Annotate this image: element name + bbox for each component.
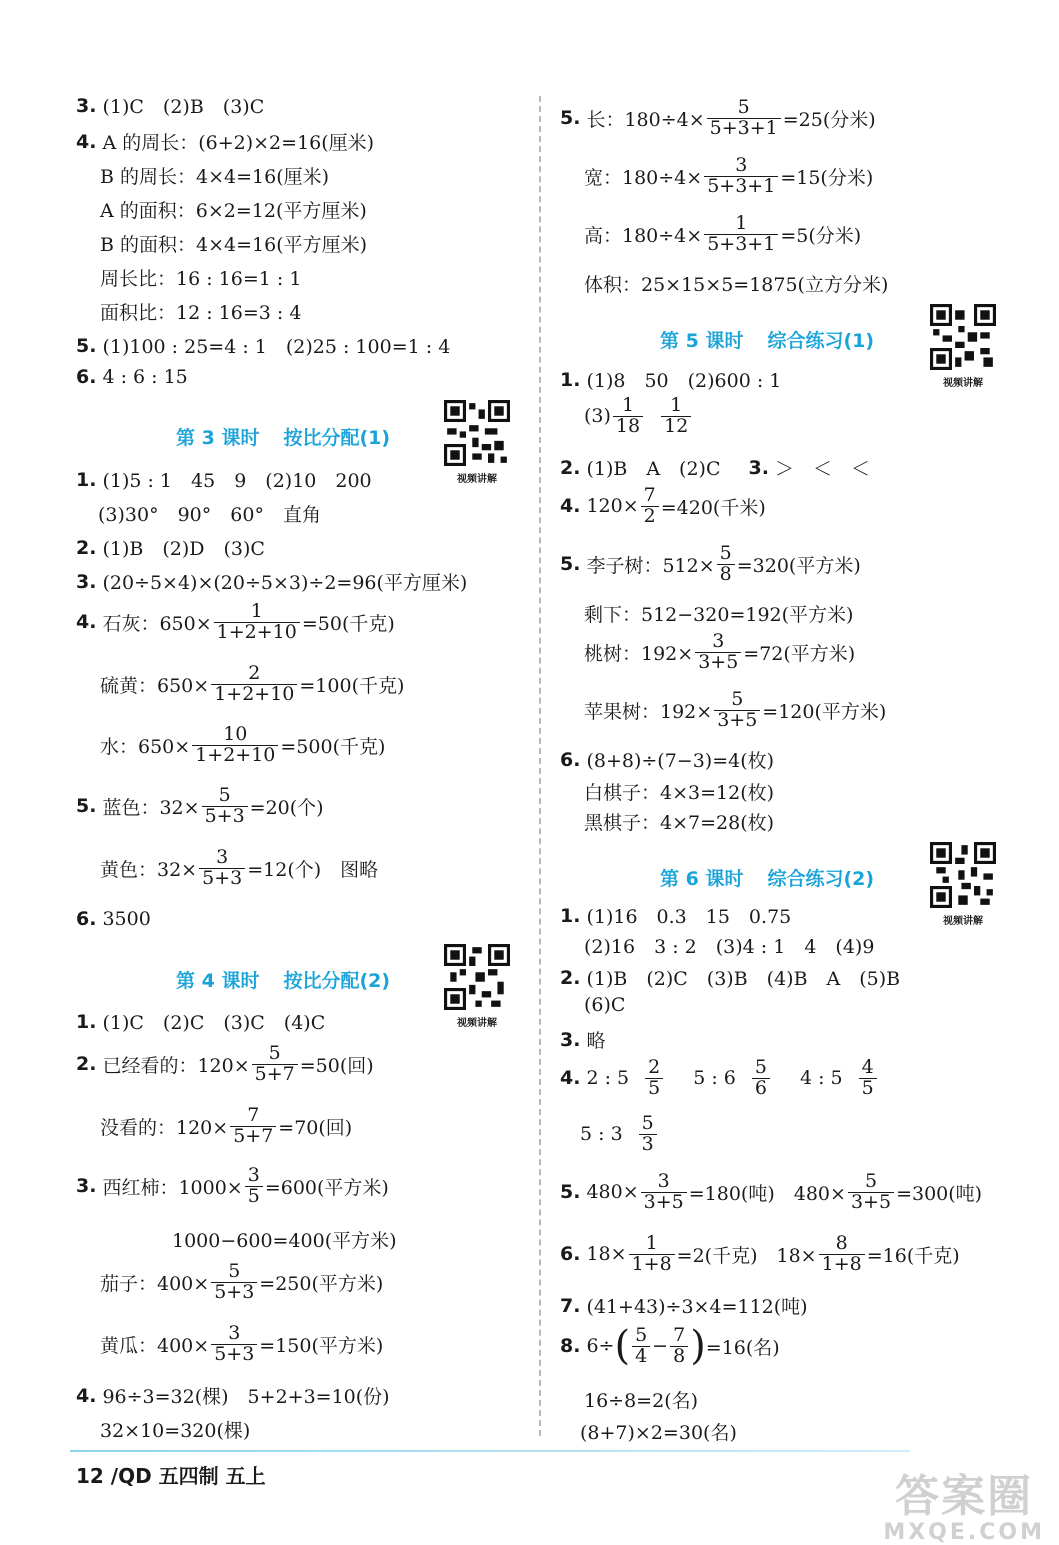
qr-code[interactable] [444, 944, 510, 1029]
qr-code[interactable] [930, 842, 996, 927]
answer-line: 体积：25×15×5=1875(立方分米) [584, 274, 889, 296]
answer-line: 3. 略 [560, 1028, 606, 1052]
answer-line: 1. (1)5 : 1 45 9 (2)10 200 [76, 468, 372, 492]
answer-line: 高：180÷4× $\frac{1}{5+3+1}$ =5(分米) [584, 212, 862, 255]
fraction: $\frac{5}{5+7}$ [252, 1044, 298, 1085]
answer-line: 面积比：12 : 16=3 : 4 [100, 302, 302, 324]
qr-caption: 视频讲解 [943, 916, 983, 927]
fraction: $\frac{3}{5}$ [245, 1166, 263, 1207]
answer-line: 5. 李子树：512× $\frac{5}{8}$ =320(平方米) [560, 542, 861, 585]
fraction: $\frac{1}{12}$ [661, 396, 691, 437]
qr-code[interactable] [444, 400, 510, 485]
answer-line: 4. A 的周长：(6+2)×2=16(厘米) [76, 130, 375, 154]
qr-code-icon [444, 944, 510, 1010]
answer-line: 6. 4 : 6 : 15 [76, 366, 188, 388]
answer-line: 6. (8+8)÷(7−3)=4(枚) [560, 748, 775, 772]
answer-line: 6. 3500 [76, 908, 151, 930]
answer-line: 2. (1)B (2)D (3)C [76, 536, 265, 560]
fraction: $\frac{5}{5+3}$ [202, 786, 248, 827]
answer-line: 1. (1)C (2)C (3)C (4)C [76, 1010, 326, 1034]
answer-line: 桃树：192× $\frac{3}{3+5}$ =72(平方米) [584, 630, 856, 673]
fraction: $\frac{5}{5+3+1}$ [707, 98, 781, 139]
answer-line: 黄瓜：400× $\frac{3}{5+3}$ =150(平方米) [100, 1322, 384, 1365]
answer-line: B 的周长：4×4=16(厘米) [100, 166, 330, 188]
fraction: $\frac{8}{1+8}$ [819, 1234, 865, 1275]
answer-line: 2. (1)B (2)C (3)B (4)B A (5)B [560, 966, 901, 990]
fraction: $\frac{5}{3}$ [639, 1114, 657, 1155]
answer-line: (3) $\frac{1}{18}$ $\frac{1}{12}$ [584, 396, 693, 437]
fraction: $\frac{3}{3+5}$ [641, 1172, 687, 1213]
answer-line: 5 : 3 $\frac{5}{3}$ [580, 1114, 659, 1155]
fraction: $\frac{7}{5+7}$ [230, 1106, 276, 1147]
fraction: $\frac{1}{1+8}$ [629, 1234, 675, 1275]
answer-line: 8. 6÷ ( $\frac{5}{4}$ − $\frac{7}{8}$ ) =16(名) [560, 1323, 780, 1370]
fraction: $\frac{3}{5+3+1}$ [704, 156, 778, 197]
qr-caption: 视频讲解 [457, 1018, 497, 1029]
answer-line: A 的面积：6×2=12(平方厘米) [100, 200, 367, 222]
fraction: $\frac{4}{5}$ [859, 1058, 877, 1099]
answer-line: 剩下：512−320=192(平方米) [584, 604, 854, 626]
fraction: $\frac{5}{5+3}$ [211, 1262, 257, 1303]
answer-line: 32×10=320(棵) [100, 1420, 251, 1442]
answer-line: 7. (41+43)÷3×4=112(吨) [560, 1294, 808, 1318]
answer-line: 6. 18× $\frac{1}{1+8}$ =2(千克) 18× $\frac{8}{1+8}$ =16(千克) [560, 1232, 960, 1275]
fraction: $\frac{10}{1+2+10}$ [192, 725, 278, 766]
qr-caption: 视频讲解 [457, 474, 497, 485]
column-divider [539, 96, 541, 1436]
answer-line: 2. 已经看的：120× $\frac{5}{5+7}$ =50(回) [76, 1042, 374, 1085]
watermark-logo: 答案圈 MXQE.COM [883, 1471, 1045, 1545]
fraction: $\frac{3}{5+3}$ [211, 1324, 257, 1365]
answer-line: (2)16 3 : 2 (3)4 : 1 4 (4)9 [584, 936, 875, 958]
answer-line: 4. 石灰：650× $\frac{1}{1+2+10}$ =50(千克) [76, 600, 395, 643]
answer-line: 5. 480× $\frac{3}{3+5}$ =180(吨) 480× $\frac{5}{3+5}$ =300(吨) [560, 1170, 983, 1213]
answer-line: 苹果树：192× $\frac{5}{3+5}$ =120(平方米) [584, 688, 887, 731]
answer-line: 周长比：16 : 16=1 : 1 [100, 268, 302, 290]
footer-rule [70, 1450, 910, 1452]
answer-line: 3. (20÷5×4)×(20÷5×3)÷2=96(平方厘米) [76, 570, 468, 594]
answer-line: 茄子：400× $\frac{5}{5+3}$ =250(平方米) [100, 1260, 384, 1303]
fraction: $\frac{5}{6}$ [752, 1058, 770, 1099]
answer-line: (3)30° 90° 60° 直角 [98, 504, 321, 526]
answer-line: 1. (1)8 50 (2)600 : 1 [560, 368, 782, 392]
fraction: $\frac{2}{1+2+10}$ [211, 664, 297, 705]
fraction: $\frac{5}{3+5}$ [714, 690, 760, 731]
fraction: $\frac{5}{3+5}$ [848, 1172, 894, 1213]
answer-line: 硫黄：650× $\frac{2}{1+2+10}$ =100(千克) [100, 662, 405, 705]
lesson-heading: 第 3 课时 按比分配(1) [176, 427, 391, 449]
fraction: $\frac{1}{5+3+1}$ [704, 214, 778, 255]
fraction: $\frac{3}{3+5}$ [695, 632, 741, 673]
fraction: $\frac{1}{18}$ [613, 396, 643, 437]
answer-line: 4. 2 : 5 $\frac{2}{5}$ 5 : 6 $\frac{5}{6}$ 4 : 5 $\frac{4}{5}$ [560, 1058, 879, 1099]
answer-line: 3. 西红柿：1000× $\frac{3}{5}$ =600(平方米) [76, 1164, 389, 1207]
qr-code[interactable] [930, 304, 996, 389]
answer-line: (8+7)×2=30(名) [580, 1422, 737, 1444]
answer-line: 4. 96÷3=32(棵) 5+2+3=10(份) [76, 1384, 390, 1408]
fraction: $\frac{3}{5+3}$ [199, 848, 245, 889]
answer-line: 1000−600=400(平方米) [172, 1230, 397, 1252]
answer-line: 水：650× $\frac{10}{1+2+10}$ =500(千克) [100, 723, 386, 766]
answer-line: 5. 蓝色：32× $\frac{5}{5+3}$ =20(个) [76, 784, 324, 827]
fraction: $\frac{1}{1+2+10}$ [214, 602, 300, 643]
lesson-heading: 第 5 课时 综合练习(1) [660, 330, 875, 352]
answer-line: 4. 120× $\frac{7}{2}$ =420(千米) [560, 484, 766, 527]
answer-line: 没看的：120× $\frac{7}{5+7}$ =70(回) [100, 1104, 353, 1147]
lesson-heading: 第 6 课时 综合练习(2) [660, 868, 875, 890]
answer-line: B 的面积：4×4=16(平方厘米) [100, 234, 368, 256]
qr-code-icon [930, 304, 996, 370]
answer-line: 黄色：32× $\frac{3}{5+3}$ =12(个) 图略 [100, 846, 379, 889]
answer-line: 黑棋子：4×7=28(枚) [584, 812, 775, 834]
qr-code-icon [930, 842, 996, 908]
fraction: $\frac{7}{2}$ [641, 486, 659, 527]
answer-line: 宽：180÷4× $\frac{3}{5+3+1}$ =15(分米) [584, 154, 874, 197]
lesson-heading: 第 4 课时 按比分配(2) [176, 970, 391, 992]
answer-line: 3. (1)C (2)B (3)C [76, 94, 265, 118]
fraction: $\frac{5}{4}$ [632, 1326, 650, 1367]
answer-line: 1. (1)16 0.3 15 0.75 [560, 904, 792, 928]
answer-line: 16÷8=2(名) [584, 1390, 699, 1412]
answer-line: (6)C [584, 994, 626, 1016]
fraction: $\frac{7}{8}$ [670, 1326, 688, 1367]
answer-line: 5. 长：180÷4× $\frac{5}{5+3+1}$ =25(分米) [560, 96, 876, 139]
qr-caption: 视频讲解 [943, 378, 983, 389]
fraction: $\frac{2}{5}$ [645, 1058, 663, 1099]
answer-line: 2. (1)B A (2)C 3. ＞ ＜ ＜ [560, 456, 870, 480]
qr-code-icon [444, 400, 510, 466]
answer-line: 5. (1)100 : 25=4 : 1 (2)25 : 100=1 : 4 [76, 334, 451, 358]
answer-line: 白棋子：4×3=12(枚) [584, 782, 775, 804]
fraction: $\frac{5}{8}$ [717, 544, 735, 585]
page-footer: 12 /QD 五四制 五上 [76, 1464, 266, 1488]
